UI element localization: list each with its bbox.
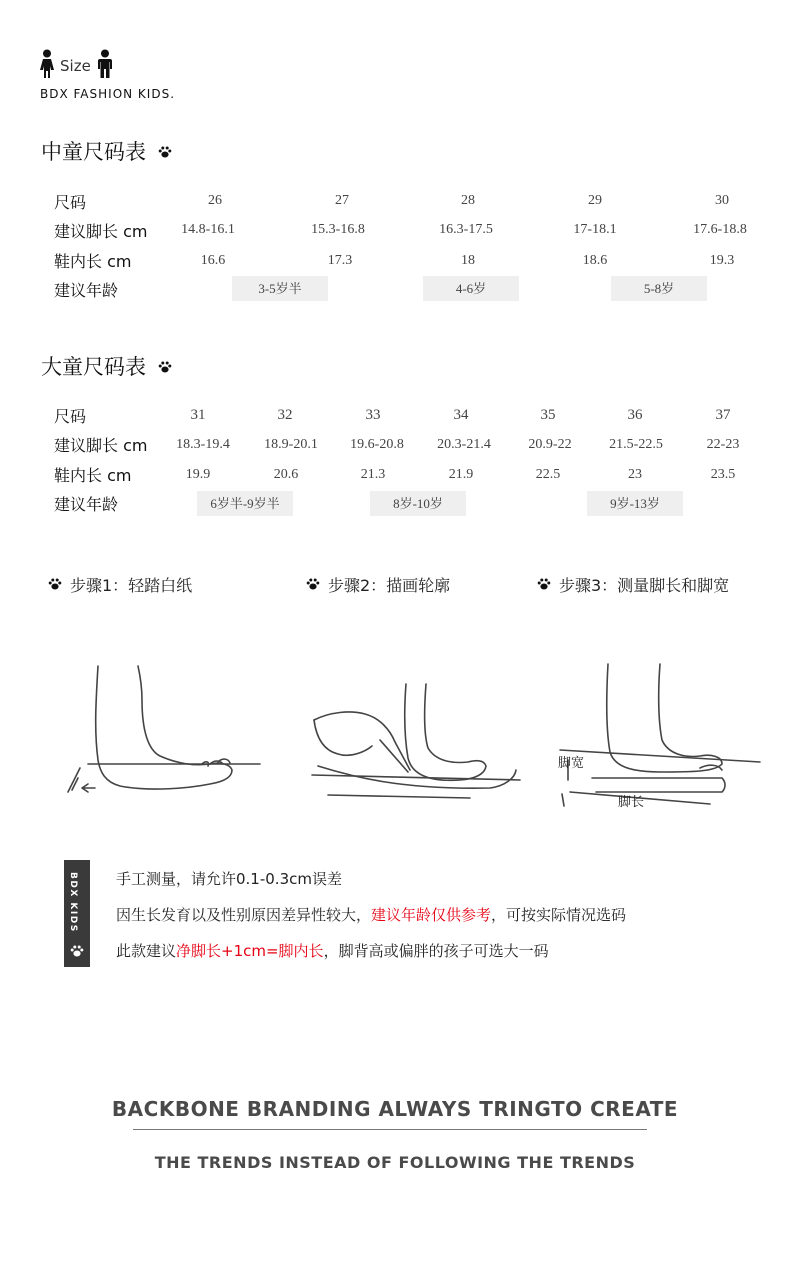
paw-icon — [158, 139, 172, 163]
mid-inner-cell: 16.6 — [200, 253, 226, 268]
step-2 — [306, 573, 450, 596]
paw-icon — [70, 942, 84, 961]
big-foot-cell: 18.3-19.4 — [176, 437, 230, 452]
big-table-title-row — [41, 351, 172, 381]
step-3-label: 步骤3：测量脚长和脚宽 — [559, 576, 730, 595]
mid-row-label-size: 尺码 — [54, 193, 87, 212]
big-row-label-inner: 鞋内长 cm — [54, 466, 132, 485]
mid-size-cell: 29 — [588, 193, 602, 208]
mid-size-cell: 26 — [208, 193, 222, 208]
big-age-chip: 6岁半-9岁半 — [197, 491, 293, 516]
big-age-chip: 8岁-10岁 — [370, 491, 466, 516]
note-line-2 — [116, 904, 626, 925]
big-foot-cell: 22-23 — [706, 437, 740, 452]
boy-icon — [97, 49, 113, 83]
big-size-cell: 35 — [540, 407, 556, 423]
note-line-2-highlight: 建议年龄仅供参考 — [371, 906, 492, 924]
mid-row-label-foot: 建议脚长 cm — [54, 222, 148, 241]
mid-table-title-row — [41, 136, 172, 166]
big-foot-cell: 20.3-21.4 — [437, 437, 491, 452]
mid-foot-cell: 16.3-17.5 — [439, 222, 493, 237]
mid-foot-cell: 17.6-18.8 — [693, 222, 747, 237]
side-tag-label: BDX KIDS — [68, 872, 78, 933]
big-age-chip: 9岁-13岁 — [587, 491, 683, 516]
step-2-label: 步骤2：描画轮廓 — [328, 576, 451, 595]
big-inner-cell: 21.3 — [360, 467, 386, 482]
mid-age-chip: 4-6岁 — [423, 276, 519, 301]
sketch-length-label: 脚长 — [618, 795, 645, 810]
mid-size-cell: 27 — [335, 193, 349, 208]
slogan-divider — [133, 1129, 647, 1130]
mid-inner-cell: 19.3 — [709, 253, 735, 268]
big-size-cell: 37 — [715, 407, 731, 423]
brand-side-tag — [64, 860, 90, 967]
paw-icon — [537, 575, 551, 594]
big-table-title: 大童尺码表 — [41, 355, 146, 379]
mid-inner-cell: 17.3 — [327, 253, 353, 268]
slogan-line-2: THE TRENDS INSTEAD OF FOLLOWING THE TRENDS — [154, 1153, 636, 1172]
step-1 — [48, 573, 192, 596]
note-line-1: 手工测量，请允许0.1-0.3cm误差 — [116, 870, 342, 888]
mid-inner-cell: 18.6 — [582, 253, 608, 268]
mid-row-label-inner: 鞋内长 cm — [54, 252, 132, 271]
mid-foot-cell: 14.8-16.1 — [181, 222, 235, 237]
note-line-3-text: 此款建议 — [116, 942, 177, 960]
note-line-2-tail: ，可按实际情况选码 — [491, 906, 627, 924]
note-line-3-tail: ，脚背高或偏胖的孩子可选大一码 — [323, 942, 549, 960]
brand-name: BDX FASHION KIDS. — [40, 87, 176, 101]
mid-size-cell: 28 — [461, 193, 475, 208]
big-inner-cell: 23.5 — [710, 467, 736, 482]
step-3 — [537, 573, 729, 596]
big-size-cell: 31 — [190, 407, 206, 423]
step-1-label: 步骤1：轻踏白纸 — [70, 576, 193, 595]
slogan-line-1: BACKBONE BRANDING ALWAYS TRINGTO CREATE — [111, 1097, 679, 1121]
mid-size-cell: 30 — [715, 193, 729, 208]
big-foot-cell: 21.5-22.5 — [609, 437, 663, 452]
sketch-step-2 — [310, 680, 530, 805]
big-inner-cell: 21.9 — [448, 467, 474, 482]
big-size-cell: 33 — [365, 407, 381, 423]
big-foot-cell: 19.6-20.8 — [350, 437, 404, 452]
sketch-step-1 — [60, 660, 280, 810]
sketch-width-label: 脚宽 — [558, 756, 585, 771]
big-size-cell: 36 — [627, 407, 643, 423]
big-row-label-foot: 建议脚长 cm — [54, 436, 148, 455]
big-foot-cell: 20.9-22 — [528, 437, 572, 452]
big-inner-cell: 22.5 — [535, 467, 561, 482]
mid-foot-cell: 15.3-16.8 — [311, 222, 365, 237]
big-size-cell: 34 — [453, 407, 469, 423]
big-foot-cell: 18.9-20.1 — [264, 437, 318, 452]
paw-icon — [158, 354, 172, 378]
mid-table-title: 中童尺码表 — [41, 140, 146, 164]
paw-icon — [48, 575, 62, 594]
big-row-label-age: 建议年龄 — [54, 495, 119, 514]
mid-age-chip: 5-8岁 — [611, 276, 707, 301]
big-row-label-size: 尺码 — [54, 407, 87, 426]
big-inner-cell: 19.9 — [185, 467, 211, 482]
mid-foot-cell: 17-18.1 — [573, 222, 617, 237]
brand-size-row — [40, 50, 113, 82]
mid-age-chip: 3-5岁半 — [232, 276, 328, 301]
paw-icon — [306, 575, 320, 594]
sketch-step-3 — [550, 660, 770, 810]
note-line-3-highlight: 净脚长+1cm=脚内长 — [176, 942, 324, 960]
note-line-2-text: 因生长发育以及性别原因差异性较大， — [116, 906, 372, 924]
mid-row-label-age: 建议年龄 — [54, 281, 119, 300]
big-size-cell: 32 — [277, 407, 293, 423]
big-inner-cell: 20.6 — [273, 467, 299, 482]
big-inner-cell: 23 — [628, 467, 642, 482]
mid-inner-cell: 18 — [461, 253, 475, 268]
size-label: Size — [60, 57, 91, 75]
note-line-3 — [116, 940, 549, 961]
girl-icon — [40, 49, 54, 83]
